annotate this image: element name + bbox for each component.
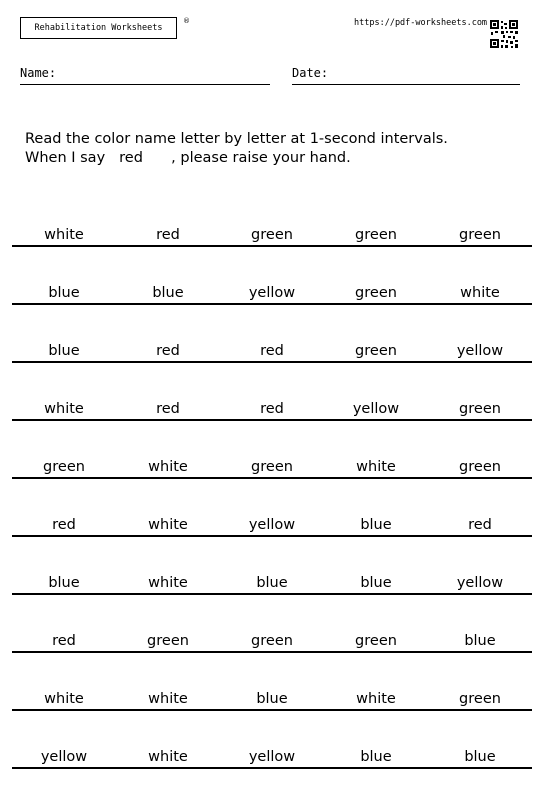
color-word: green bbox=[459, 459, 501, 475]
color-word: white bbox=[148, 691, 188, 707]
color-word: yellow bbox=[456, 343, 504, 359]
date-label: Date: bbox=[292, 66, 329, 80]
color-word: green bbox=[251, 633, 293, 649]
word-row bbox=[12, 563, 532, 621]
color-word: red bbox=[468, 517, 492, 533]
color-word: white bbox=[356, 459, 396, 475]
color-word: yellow bbox=[248, 285, 296, 301]
color-word: blue bbox=[464, 633, 496, 649]
color-word: white bbox=[44, 691, 84, 707]
color-word: white bbox=[148, 749, 188, 765]
color-word: red bbox=[156, 343, 180, 359]
color-word: blue bbox=[360, 517, 392, 533]
date-field[interactable] bbox=[292, 64, 520, 85]
target-color-word: red bbox=[119, 150, 143, 166]
word-row bbox=[12, 389, 532, 447]
instruction-suffix: , please raise your hand. bbox=[171, 150, 351, 166]
worksheet-title-text: Rehabilitation Worksheets bbox=[34, 23, 163, 33]
color-word: red bbox=[260, 343, 284, 359]
word-row-line bbox=[12, 457, 532, 479]
color-word: blue bbox=[360, 749, 392, 765]
word-row-line bbox=[12, 399, 532, 421]
color-word: white bbox=[460, 285, 500, 301]
word-row-line bbox=[12, 225, 532, 247]
color-word: white bbox=[356, 691, 396, 707]
color-word: red bbox=[260, 401, 284, 417]
word-row-line bbox=[12, 341, 532, 363]
site-url[interactable]: https://pdf-worksheets.com bbox=[354, 18, 488, 28]
color-word: green bbox=[459, 691, 501, 707]
worksheet-title bbox=[20, 17, 177, 39]
word-row bbox=[12, 737, 532, 795]
color-word: red bbox=[156, 227, 180, 243]
color-word: green bbox=[459, 401, 501, 417]
color-word: red bbox=[156, 401, 180, 417]
color-word: white bbox=[44, 227, 84, 243]
color-word: blue bbox=[48, 575, 80, 591]
word-row bbox=[12, 505, 532, 563]
word-row bbox=[12, 621, 532, 679]
color-word: yellow bbox=[248, 517, 296, 533]
color-word: green bbox=[251, 459, 293, 475]
color-word: white bbox=[148, 575, 188, 591]
color-word: green bbox=[355, 343, 397, 359]
color-word: blue bbox=[48, 285, 80, 301]
name-label: Name: bbox=[20, 66, 57, 80]
color-word: green bbox=[43, 459, 85, 475]
color-word: green bbox=[147, 633, 189, 649]
color-word: blue bbox=[464, 749, 496, 765]
word-row-line bbox=[12, 631, 532, 653]
color-word: green bbox=[355, 633, 397, 649]
word-row bbox=[12, 215, 532, 273]
word-row-line bbox=[12, 747, 532, 769]
color-word: white bbox=[148, 459, 188, 475]
word-row bbox=[12, 679, 532, 737]
word-row bbox=[12, 273, 532, 331]
color-word: blue bbox=[256, 691, 288, 707]
instruction-line-1: Read the color name letter by letter at 1-second intervals. bbox=[25, 131, 448, 147]
color-word: white bbox=[44, 401, 84, 417]
color-word: yellow bbox=[40, 749, 88, 765]
qr-code-icon bbox=[489, 19, 519, 49]
word-row bbox=[12, 331, 532, 389]
color-word: blue bbox=[360, 575, 392, 591]
color-word: yellow bbox=[456, 575, 504, 591]
color-word: white bbox=[148, 517, 188, 533]
word-row-line bbox=[12, 689, 532, 711]
word-row-line bbox=[12, 515, 532, 537]
registered-mark: ® bbox=[183, 17, 190, 25]
name-field[interactable] bbox=[20, 64, 270, 85]
color-word: red bbox=[52, 633, 76, 649]
word-row-line bbox=[12, 573, 532, 595]
color-word: green bbox=[355, 285, 397, 301]
color-word: red bbox=[52, 517, 76, 533]
word-row-line bbox=[12, 283, 532, 305]
instruction-line-2 bbox=[25, 149, 351, 167]
color-word: blue bbox=[48, 343, 80, 359]
word-row bbox=[12, 447, 532, 505]
color-word: blue bbox=[152, 285, 184, 301]
color-word: green bbox=[355, 227, 397, 243]
color-word: yellow bbox=[248, 749, 296, 765]
color-word: green bbox=[459, 227, 501, 243]
color-word: yellow bbox=[352, 401, 400, 417]
color-word: green bbox=[251, 227, 293, 243]
color-word: blue bbox=[256, 575, 288, 591]
color-word-grid bbox=[12, 215, 532, 795]
instruction-prefix: When I say bbox=[25, 150, 106, 166]
